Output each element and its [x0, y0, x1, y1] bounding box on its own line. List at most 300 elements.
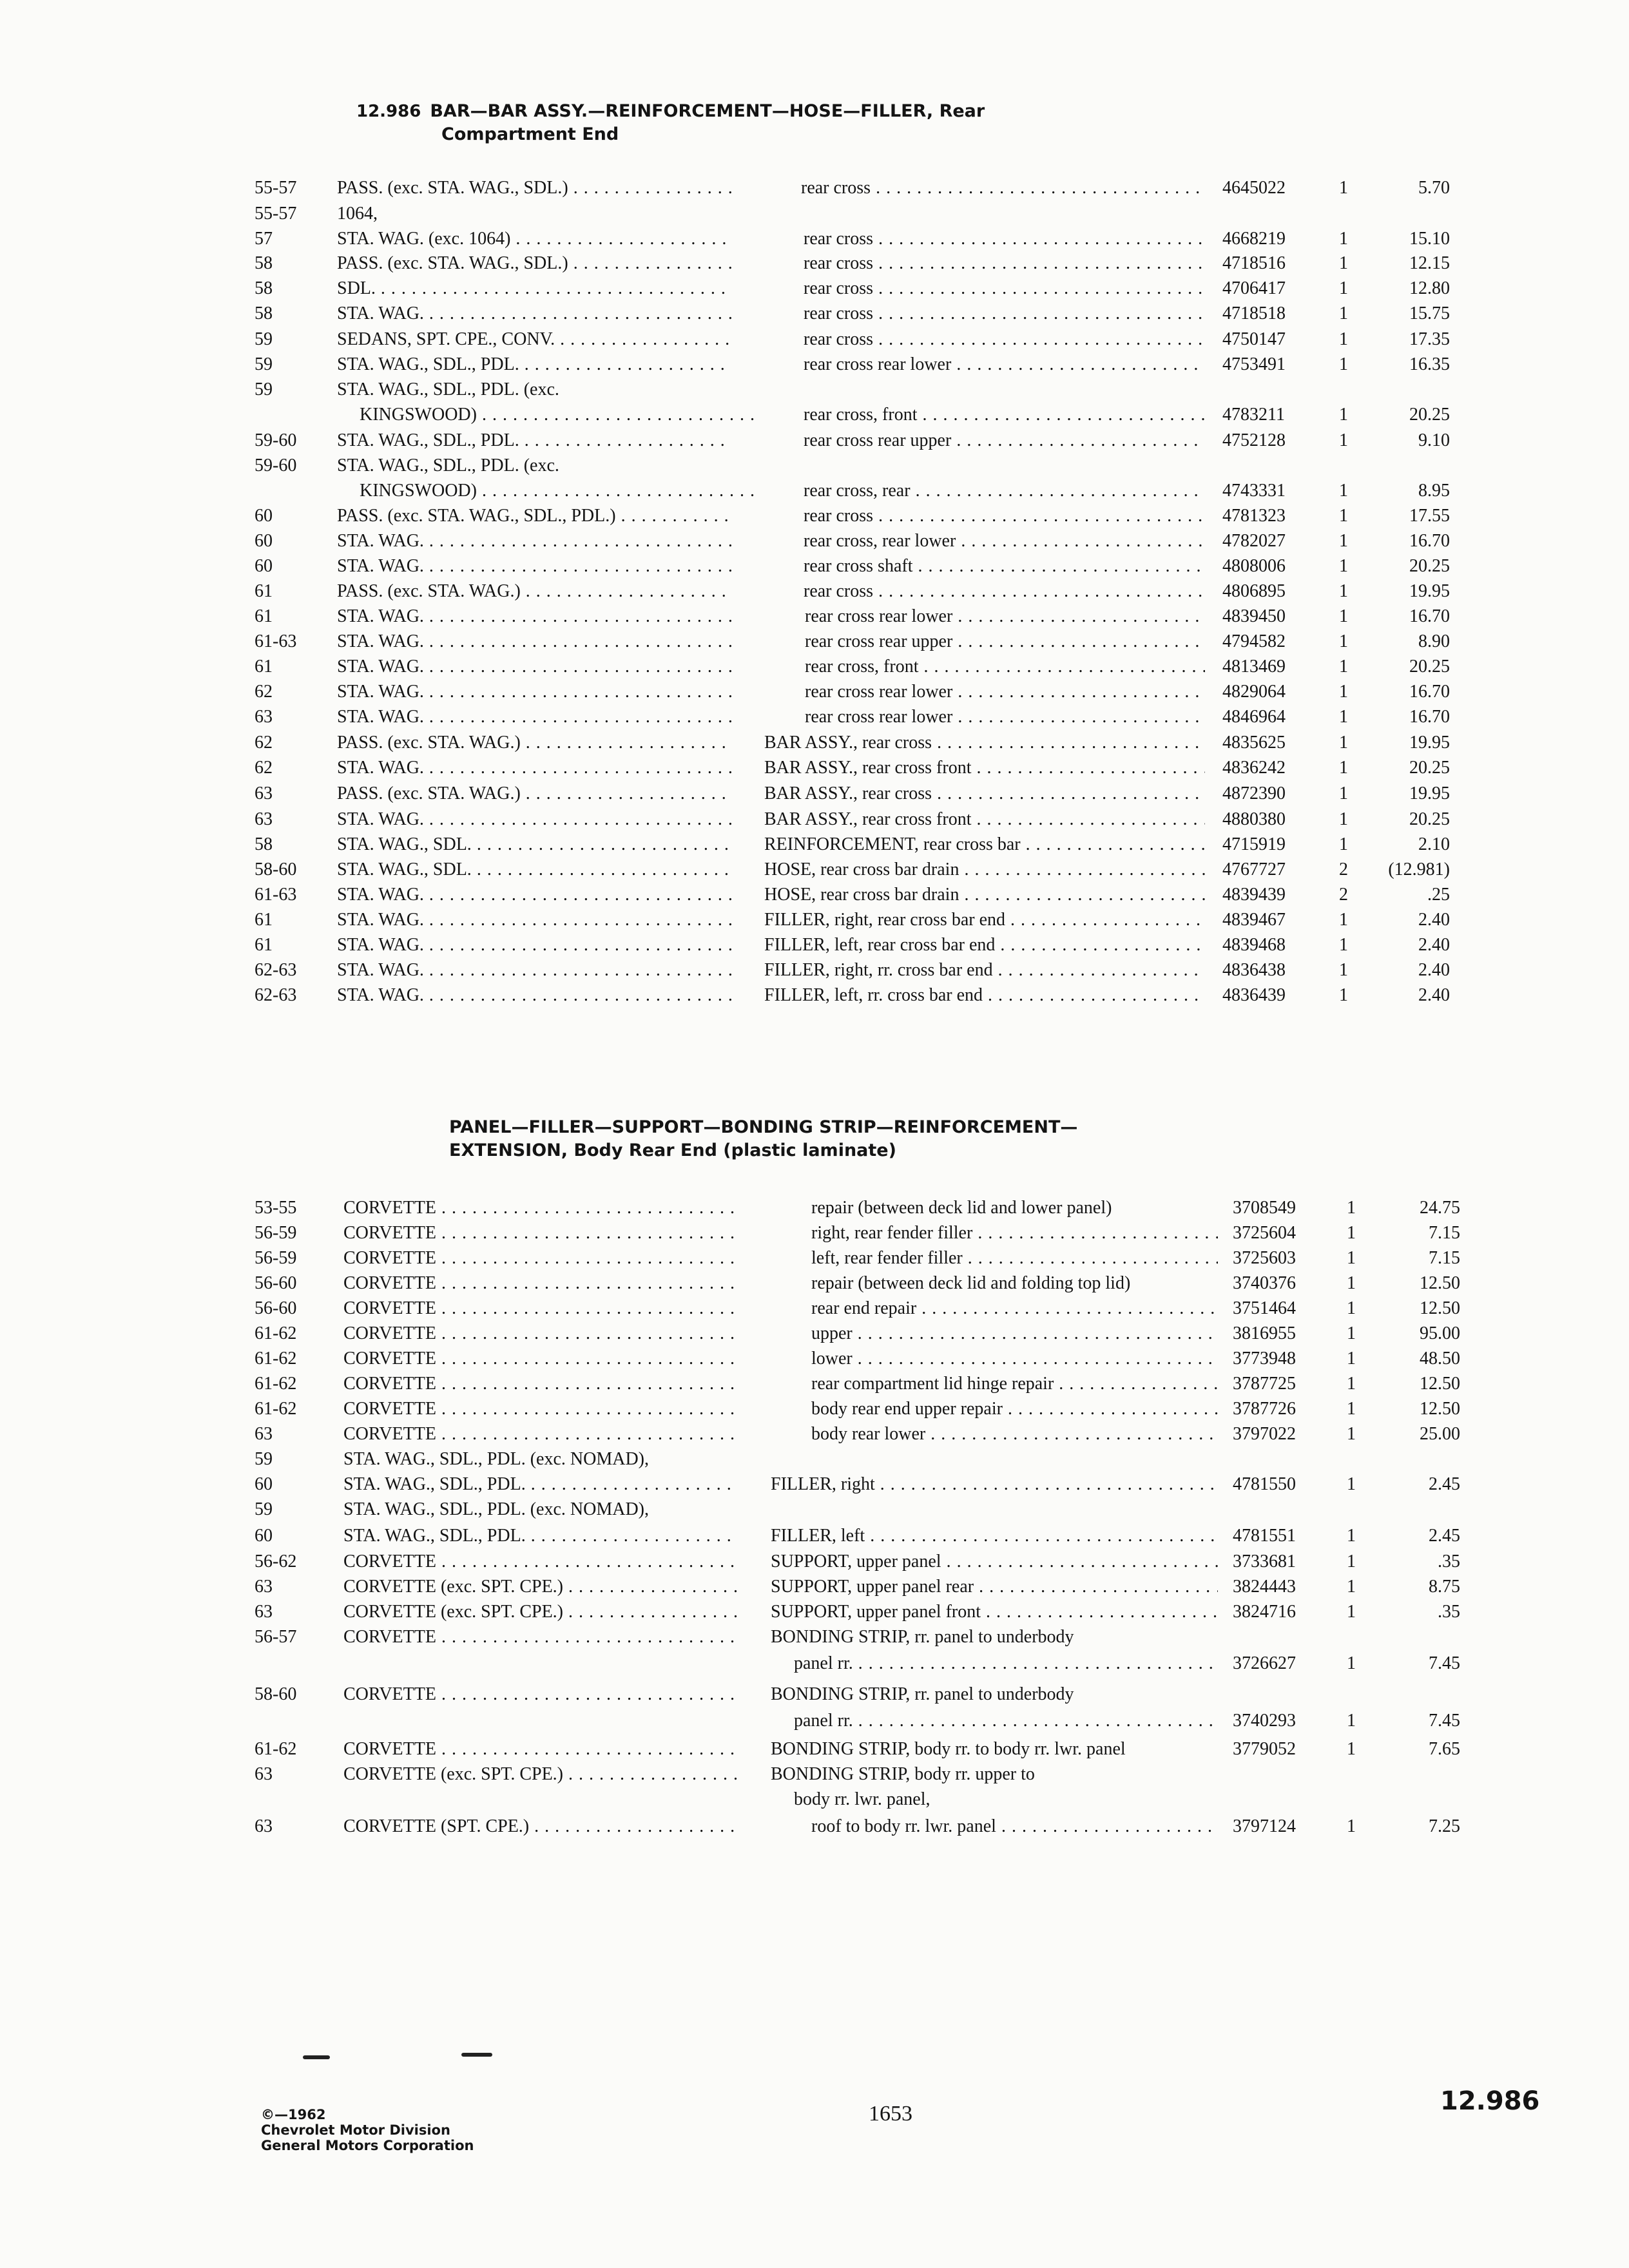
model-cell: CORVETTE . . . — [343, 1396, 738, 1422]
model-cell: CORVETTE (exc. SPT. CPE.) . . . — [343, 1762, 738, 1787]
table-row — [0, 781, 1629, 807]
quantity-cell: 1 — [1339, 682, 1348, 702]
price-cell: 2.40 — [1418, 935, 1450, 955]
description-cell: body rear end upper repair . . . — [811, 1396, 1218, 1422]
table-row — [0, 983, 1629, 1008]
year-cell: 63 — [255, 1764, 273, 1784]
table-row — [0, 428, 1629, 454]
year-cell: 59-60 — [255, 430, 297, 450]
part-number-cell: 4794582 — [1222, 631, 1286, 651]
table-row — [0, 704, 1629, 730]
table-row — [0, 654, 1629, 680]
description-cell: rear cross, rear lower . . . — [804, 528, 1205, 554]
table-row — [0, 755, 1629, 781]
part-number-cell: 4715919 — [1222, 834, 1286, 854]
table-row — [0, 1472, 1629, 1497]
model-cell: STA. WAG. . . . — [337, 932, 731, 958]
model-cell: CORVETTE . . . — [343, 1549, 738, 1575]
model-cell: KINGSWOOD) . . . — [337, 402, 754, 428]
part-number-cell: 4718516 — [1222, 253, 1286, 273]
table-row — [0, 553, 1629, 579]
quantity-cell: 1 — [1339, 783, 1348, 803]
model-cell: STA. WAG., SDL., PDL. (exc. — [337, 380, 559, 399]
quantity-cell: 1 — [1347, 1424, 1356, 1444]
table-row — [0, 629, 1629, 655]
table-row — [0, 1708, 1629, 1734]
year-cell: 56-59 — [255, 1223, 297, 1243]
copyright-year: ©—1962 — [261, 2107, 326, 2122]
part-number-cell: 4706417 — [1222, 278, 1286, 298]
year-cell: 61-62 — [255, 1374, 297, 1394]
table-row — [0, 1574, 1629, 1600]
part-number-cell: 4743331 — [1222, 481, 1286, 501]
price-cell: 15.75 — [1409, 303, 1450, 323]
part-number-cell: 4808006 — [1222, 556, 1286, 576]
quantity-cell: 1 — [1339, 481, 1348, 501]
price-cell: 20.25 — [1409, 758, 1450, 778]
year-cell: 62 — [255, 758, 273, 778]
description-cell: rear cross . . . — [804, 301, 1205, 327]
table-row — [0, 251, 1629, 276]
model-cell: CORVETTE . . . — [343, 1296, 738, 1321]
description-cell: rear cross rear lower . . . — [804, 352, 1205, 378]
quantity-cell: 1 — [1347, 1198, 1356, 1218]
part-number-cell: 3751464 — [1233, 1298, 1296, 1318]
year-cell: 53-55 — [255, 1198, 297, 1218]
price-cell: 20.25 — [1409, 657, 1450, 677]
table-row — [0, 1549, 1629, 1575]
quantity-cell: 1 — [1339, 733, 1348, 753]
year-cell: 60 — [255, 556, 273, 576]
description-cell: BONDING STRIP, body rr. to body rr. lwr. panel — [771, 1739, 1126, 1759]
part-number-cell: 4781551 — [1233, 1526, 1296, 1546]
quantity-cell: 1 — [1347, 1474, 1356, 1494]
price-cell: 19.95 — [1409, 733, 1450, 753]
table-row — [0, 882, 1629, 908]
year-cell: 63 — [255, 1816, 273, 1836]
price-cell: 2.10 — [1418, 834, 1450, 854]
quantity-cell: 1 — [1339, 430, 1348, 450]
part-number-cell: 3779052 — [1233, 1739, 1296, 1759]
section2-title-line1: PANEL—FILLER—SUPPORT—BONDING STRIP—REINFORCEMENT— — [449, 1117, 1078, 1137]
year-cell: 56-62 — [255, 1552, 297, 1571]
part-number-cell: 4813469 — [1222, 657, 1286, 677]
table-row — [0, 276, 1629, 302]
price-cell: .35 — [1438, 1552, 1460, 1571]
model-cell: STA. WAG., SDL., PDL. . . . — [343, 1472, 738, 1497]
year-cell: 61-62 — [255, 1323, 297, 1343]
description-cell: SUPPORT, upper panel rear . . . — [771, 1574, 1218, 1600]
year-cell: 59 — [255, 354, 273, 374]
description-cell: rear cross . . . — [804, 579, 1205, 604]
section2-title-line2: EXTENSION, Body Rear End (plastic laminate) — [449, 1140, 896, 1160]
table-row — [0, 907, 1629, 933]
part-number-cell: 4781323 — [1222, 506, 1286, 526]
table-row — [0, 1195, 1629, 1221]
description-cell: body rear lower . . . — [811, 1421, 1218, 1447]
part-number-cell: 4836438 — [1222, 960, 1286, 980]
quantity-cell: 1 — [1347, 1653, 1356, 1673]
price-cell: 2.40 — [1418, 960, 1450, 980]
model-cell: PASS. (exc. STA. WAG., SDL.) . . . — [337, 251, 731, 276]
year-cell: 62-63 — [255, 985, 297, 1005]
description-cell: BONDING STRIP, body rr. upper to — [771, 1764, 1035, 1784]
table-row — [0, 1624, 1629, 1650]
year-cell: 60 — [255, 1474, 273, 1494]
table-row — [0, 528, 1629, 554]
price-cell: 12.15 — [1409, 253, 1450, 273]
description-cell: REINFORCEMENT, rear cross bar . . . — [764, 832, 1205, 858]
year-cell: 61 — [255, 581, 273, 601]
quantity-cell: 1 — [1339, 303, 1348, 323]
part-number-cell: 4846964 — [1222, 707, 1286, 727]
part-number-cell: 4718518 — [1222, 303, 1286, 323]
description-cell: lower . . . — [811, 1346, 1218, 1372]
description-cell: FILLER, left, rr. cross bar end . . . — [764, 983, 1205, 1008]
quantity-cell: 1 — [1339, 278, 1348, 298]
year-cell: 58-60 — [255, 1684, 297, 1704]
model-cell: STA. WAG. . . . — [337, 604, 731, 629]
price-cell: 2.45 — [1429, 1474, 1460, 1494]
price-cell: 16.70 — [1409, 531, 1450, 551]
model-cell: STA. WAG., SDL., PDL. (exc. — [337, 456, 559, 476]
price-cell: 7.15 — [1429, 1223, 1460, 1243]
model-cell: CORVETTE . . . — [343, 1245, 738, 1271]
quantity-cell: 1 — [1339, 758, 1348, 778]
year-cell: 62 — [255, 682, 273, 702]
quantity-cell: 1 — [1347, 1711, 1356, 1731]
model-cell: CORVETTE . . . — [343, 1271, 738, 1296]
year-cell: 59 — [255, 329, 273, 349]
part-number-cell: 4750147 — [1222, 329, 1286, 349]
quantity-cell: 1 — [1339, 809, 1348, 829]
year-cell: 55-57 — [255, 178, 297, 198]
description-cell: rear compartment lid hinge repair . . . — [811, 1371, 1218, 1397]
quantity-cell: 1 — [1339, 960, 1348, 980]
description-cell: rear cross, front . . . — [804, 402, 1205, 428]
table-row — [0, 503, 1629, 529]
table-row — [0, 1346, 1629, 1372]
part-number-cell: 3797124 — [1233, 1816, 1296, 1836]
price-cell: 7.45 — [1429, 1653, 1460, 1673]
table-row — [0, 1421, 1629, 1447]
year-cell: 56-59 — [255, 1248, 297, 1268]
part-number-cell: 4767727 — [1222, 860, 1286, 879]
price-cell: 8.75 — [1429, 1577, 1460, 1597]
year-cell: 61-62 — [255, 1399, 297, 1419]
year-cell: 61-62 — [255, 1739, 297, 1759]
part-number-cell: 4806895 — [1222, 581, 1286, 601]
model-cell: CORVETTE (SPT. CPE.) . . . — [343, 1814, 738, 1840]
quantity-cell: 1 — [1339, 405, 1348, 425]
year-cell: 61 — [255, 935, 273, 955]
price-cell: 19.95 — [1409, 783, 1450, 803]
year-cell: 63 — [255, 1602, 273, 1622]
part-number-cell: 4829064 — [1222, 682, 1286, 702]
description-cell: rear cross rear lower . . . — [805, 604, 1205, 629]
part-number-cell: 4836242 — [1222, 758, 1286, 778]
description-cell: rear cross, front . . . — [805, 654, 1205, 680]
table-row — [0, 604, 1629, 629]
table-row — [0, 1736, 1629, 1762]
table-row — [0, 1599, 1629, 1625]
description-cell: rear cross, rear . . . — [804, 478, 1205, 504]
model-cell: STA. WAG. . . . — [337, 654, 731, 680]
model-cell: STA. WAG. . . . — [337, 882, 731, 908]
table-row — [0, 301, 1629, 327]
table-row — [0, 377, 1629, 403]
table-row — [0, 807, 1629, 832]
copyright-block — [261, 2107, 474, 2153]
price-cell: 16.35 — [1409, 354, 1450, 374]
description-cell: FILLER, right, rr. cross bar end . . . — [764, 957, 1205, 983]
quantity-cell: 1 — [1339, 910, 1348, 930]
year-cell: 60 — [255, 531, 273, 551]
section1-title-line1: BAR—BAR ASSY.—REINFORCEMENT—HOSE—FILLER, Rear — [430, 101, 985, 121]
model-cell: PASS. (exc. STA. WAG.) . . . — [337, 579, 731, 604]
price-cell: 8.95 — [1418, 481, 1450, 501]
part-number-cell: 3725603 — [1233, 1248, 1296, 1268]
price-cell: 2.45 — [1429, 1526, 1460, 1546]
model-cell: STA. WAG. . . . — [337, 679, 731, 705]
description-cell: FILLER, left . . . — [771, 1523, 1218, 1549]
quantity-cell: 1 — [1339, 707, 1348, 727]
price-cell: 7.65 — [1429, 1739, 1460, 1759]
year-cell: 61-63 — [255, 885, 297, 905]
price-cell: 16.70 — [1409, 707, 1450, 727]
part-number-cell: 4835625 — [1222, 733, 1286, 753]
model-cell: CORVETTE (exc. SPT. CPE.) . . . — [343, 1599, 738, 1625]
part-number-cell: 3787726 — [1233, 1399, 1296, 1419]
table-row — [0, 226, 1629, 252]
year-cell: 63 — [255, 1424, 273, 1444]
model-cell: STA. WAG., SDL., PDL. . . . — [343, 1523, 738, 1549]
quantity-cell: 1 — [1339, 606, 1348, 626]
part-number-cell: 4839450 — [1222, 606, 1286, 626]
description-cell: panel rr. . . . — [794, 1708, 1218, 1734]
part-number-cell: 4668219 — [1222, 229, 1286, 249]
quantity-cell: 1 — [1339, 506, 1348, 526]
table-row — [0, 679, 1629, 705]
quantity-cell: 1 — [1347, 1273, 1356, 1293]
model-cell: SDL. . . . — [337, 276, 731, 302]
model-cell: CORVETTE . . . — [343, 1195, 738, 1221]
section2-title — [449, 1116, 1077, 1162]
description-cell: rear cross . . . — [804, 327, 1205, 352]
description-cell: BAR ASSY., rear cross front . . . — [764, 755, 1205, 781]
price-cell: 19.95 — [1409, 581, 1450, 601]
model-cell: STA. WAG., SDL., PDL. (exc. NOMAD), — [343, 1449, 649, 1469]
model-cell: CORVETTE . . . — [343, 1220, 738, 1246]
part-number-cell: 4753491 — [1222, 354, 1286, 374]
description-cell: repair (between deck lid and folding top lid) — [811, 1273, 1131, 1293]
price-cell: 25.00 — [1420, 1424, 1460, 1444]
quantity-cell: 1 — [1339, 834, 1348, 854]
table-row — [0, 1523, 1629, 1549]
model-cell: STA. WAG. . . . — [337, 528, 731, 554]
model-cell: PASS. (exc. STA. WAG.) . . . — [337, 781, 731, 807]
part-number-cell: 3797022 — [1233, 1424, 1296, 1444]
table-row — [0, 402, 1629, 428]
quantity-cell: 1 — [1339, 935, 1348, 955]
model-cell: 1064, — [337, 204, 378, 224]
price-cell: 5.70 — [1418, 178, 1450, 198]
part-number-cell: 4752128 — [1222, 430, 1286, 450]
price-cell: 20.25 — [1409, 809, 1450, 829]
description-cell: BAR ASSY., rear cross front . . . — [764, 807, 1205, 832]
price-cell: .25 — [1427, 885, 1450, 905]
description-cell: rear cross rear lower . . . — [805, 679, 1205, 705]
part-number-cell: 3708549 — [1233, 1198, 1296, 1218]
description-cell: BONDING STRIP, rr. panel to underbody — [771, 1684, 1074, 1704]
year-cell: 59-60 — [255, 456, 297, 476]
quantity-cell: 1 — [1347, 1526, 1356, 1546]
copyright-corporation: General Motors Corporation — [261, 2138, 474, 2153]
price-cell: 9.10 — [1418, 430, 1450, 450]
model-cell: CORVETTE . . . — [343, 1421, 738, 1447]
copyright-division: Chevrolet Motor Division — [261, 2122, 450, 2138]
year-cell: 57 — [255, 229, 273, 249]
quantity-cell: 2 — [1339, 885, 1348, 905]
table-row — [0, 1814, 1629, 1840]
description-cell: rear cross . . . — [804, 503, 1205, 529]
part-number-cell: 3824443 — [1233, 1577, 1296, 1597]
quantity-cell: 1 — [1339, 657, 1348, 677]
year-cell: 63 — [255, 707, 273, 727]
table-row — [0, 957, 1629, 983]
price-cell: 12.50 — [1420, 1399, 1460, 1419]
year-cell: 58 — [255, 253, 273, 273]
description-cell: HOSE, rear cross bar drain . . . — [764, 857, 1205, 883]
price-cell: 8.90 — [1418, 631, 1450, 651]
price-cell: 17.35 — [1409, 329, 1450, 349]
price-cell: 17.55 — [1409, 506, 1450, 526]
price-cell: 12.50 — [1420, 1374, 1460, 1394]
table-row — [0, 352, 1629, 378]
table-row — [0, 730, 1629, 756]
description-cell: rear cross . . . — [804, 226, 1205, 252]
part-number-cell: 3740376 — [1233, 1273, 1296, 1293]
year-cell: 56-57 — [255, 1627, 297, 1647]
quantity-cell: 1 — [1347, 1298, 1356, 1318]
year-cell: 62-63 — [255, 960, 297, 980]
table-row — [0, 1787, 1629, 1812]
part-number-cell: 4645022 — [1222, 178, 1286, 198]
table-row — [0, 1321, 1629, 1347]
year-cell: 58-60 — [255, 860, 297, 879]
model-cell: STA. WAG. . . . — [337, 704, 731, 730]
model-cell: CORVETTE . . . — [343, 1682, 738, 1707]
model-cell: CORVETTE . . . — [343, 1371, 738, 1397]
table-row — [0, 1396, 1629, 1422]
quantity-cell: 1 — [1339, 229, 1348, 249]
part-number-cell: 3725604 — [1233, 1223, 1296, 1243]
description-cell: rear cross . . . — [804, 251, 1205, 276]
part-number-cell: 3740293 — [1233, 1711, 1296, 1731]
part-number-cell: 4839467 — [1222, 910, 1286, 930]
model-cell: STA. WAG. . . . — [337, 807, 731, 832]
description-cell: rear cross . . . — [804, 276, 1205, 302]
year-cell: 59 — [255, 1449, 273, 1469]
model-cell: STA. WAG. . . . — [337, 957, 731, 983]
model-cell: STA. WAG. . . . — [337, 983, 731, 1008]
price-cell: 20.25 — [1409, 556, 1450, 576]
description-cell: rear cross . . . — [801, 175, 1205, 201]
year-cell: 62 — [255, 733, 273, 753]
description-cell: rear cross rear lower . . . — [805, 704, 1205, 730]
table-row — [0, 832, 1629, 858]
scan-mark — [461, 2053, 492, 2057]
price-cell: 15.10 — [1409, 229, 1450, 249]
section1-number: 12.986 — [356, 102, 421, 121]
year-cell: 59 — [255, 1499, 273, 1519]
price-cell: 12.80 — [1409, 278, 1450, 298]
quantity-cell: 2 — [1339, 860, 1348, 879]
model-cell: STA. WAG., SDL., PDL. . . . — [337, 352, 731, 378]
year-cell: 58 — [255, 303, 273, 323]
quantity-cell: 1 — [1347, 1577, 1356, 1597]
year-cell: 58 — [255, 278, 273, 298]
quantity-cell: 1 — [1347, 1374, 1356, 1394]
year-cell: 58 — [255, 834, 273, 854]
model-cell: STA. WAG. . . . — [337, 553, 731, 579]
year-cell: 56-60 — [255, 1273, 297, 1293]
year-cell: 63 — [255, 783, 273, 803]
model-cell: CORVETTE . . . — [343, 1346, 738, 1372]
table-row — [0, 932, 1629, 958]
description-cell: panel rr. . . . — [794, 1651, 1218, 1677]
year-cell: 59 — [255, 380, 273, 399]
table-row — [0, 1371, 1629, 1397]
price-cell: 7.45 — [1429, 1711, 1460, 1731]
model-cell: PASS. (exc. STA. WAG., SDL.) . . . — [337, 175, 731, 201]
quantity-cell: 1 — [1347, 1399, 1356, 1419]
table-row — [0, 175, 1629, 201]
price-cell: 48.50 — [1420, 1349, 1460, 1369]
model-cell: CORVETTE . . . — [343, 1321, 738, 1347]
quantity-cell: 1 — [1339, 329, 1348, 349]
model-cell: KINGSWOOD) . . . — [337, 478, 754, 504]
year-cell: 60 — [255, 1526, 273, 1546]
table-row — [0, 1497, 1629, 1523]
description-cell: roof to body rr. lwr. panel . . . — [811, 1814, 1218, 1840]
quantity-cell: 1 — [1339, 253, 1348, 273]
quantity-cell: 1 — [1339, 531, 1348, 551]
price-cell: 12.50 — [1420, 1273, 1460, 1293]
model-cell: STA. WAG. (exc. 1064) . . . — [337, 226, 731, 252]
quantity-cell: 1 — [1347, 1223, 1356, 1243]
part-number-cell: 4872390 — [1222, 783, 1286, 803]
model-cell: STA. WAG. . . . — [337, 755, 731, 781]
description-cell: SUPPORT, upper panel . . . — [771, 1549, 1218, 1575]
part-number-cell: 4783211 — [1222, 405, 1285, 425]
quantity-cell: 1 — [1347, 1323, 1356, 1343]
year-cell: 61 — [255, 657, 273, 677]
price-cell: 7.25 — [1429, 1816, 1460, 1836]
price-cell: 24.75 — [1420, 1198, 1460, 1218]
model-cell: STA. WAG., SDL. . . . — [337, 832, 731, 858]
part-number-cell: 3773948 — [1233, 1349, 1296, 1369]
quantity-cell: 1 — [1339, 985, 1348, 1005]
year-cell: 60 — [255, 506, 273, 526]
quantity-cell: 1 — [1347, 1552, 1356, 1571]
table-row — [0, 1682, 1629, 1707]
page-number: 1653 — [869, 2102, 912, 2126]
year-cell: 61 — [255, 910, 273, 930]
table-row — [0, 1271, 1629, 1296]
price-cell: 2.40 — [1418, 985, 1450, 1005]
price-cell: 16.70 — [1409, 606, 1450, 626]
